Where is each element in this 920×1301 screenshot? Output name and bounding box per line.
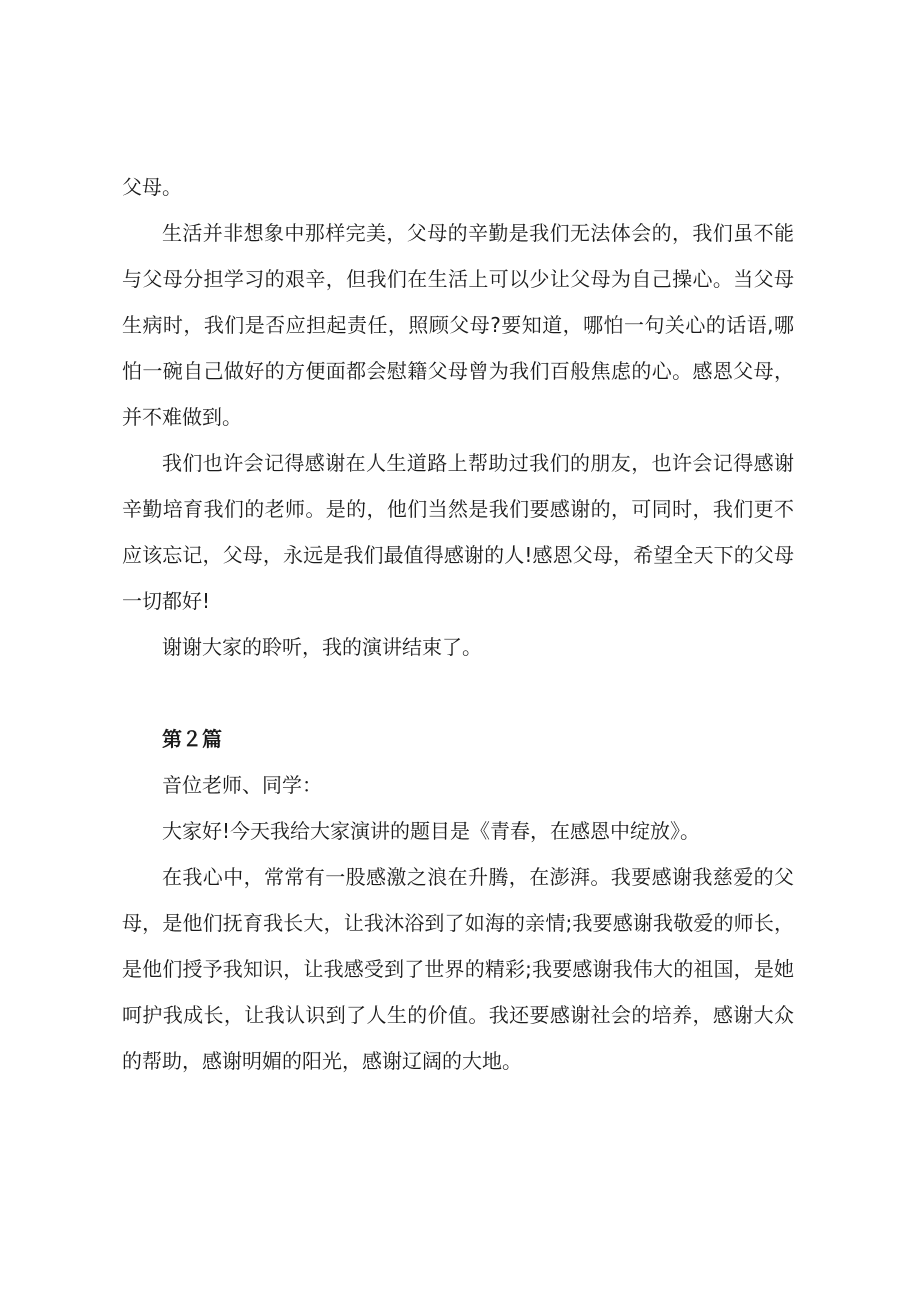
greeting-line: 音位老师、同学： — [162, 773, 322, 797]
paragraph: 在我心中，常常有一股感激之浪在升腾，在澎湃。我要感谢我慈爱的父母，是他们抚育我长大，让我沐浴到了如海的亲情;我要感谢我敬爱的师长，是他们授予我知识，让我感受到了世界的精彩;我要感谢我伟大的祖国，是她呵护我成长，让我认识到了人生的价值。我还要感谢社会的培养，感谢大众的帮助，感谢明媚的阳光，感谢辽阔的大地。 — [122, 865, 794, 1073]
document-body — [122, 164, 794, 1084]
section-heading: 第２篇 — [162, 727, 222, 751]
paragraph: 谢谢大家的聆听，我的演讲结束了。 — [162, 635, 482, 659]
paragraph-continuation: 父母。 — [122, 175, 182, 199]
paragraph: 我们也许会记得感谢在人生道路上帮助过我们的朋友，也许会记得感谢辛勤培育我们的老师。是的，他们当然是我们要感谢的，可同时，我们更不应该忘记，父母，永远是我们最值得感谢的人!感恩父母，希望全天下的父母一切都好! — [122, 451, 794, 613]
section-spacer — [122, 670, 794, 716]
paragraph: 生活并非想象中那样完美，父母的辛勤是我们无法体会的，我们虽不能与父母分担学习的艰辛，但我们在生活上可以少让父母为自己操心。当父母生病时，我们是否应担起责任，照顾父母?要知道，哪怕一句关心的话语,哪怕一碗自己做好的方便面都会慰籍父母曾为我们百般焦虑的心。感恩父母，并不难做到。 — [122, 221, 794, 429]
paragraph: 大家好!今天我给大家演讲的题目是《青春，在感恩中绽放》。 — [162, 819, 701, 843]
